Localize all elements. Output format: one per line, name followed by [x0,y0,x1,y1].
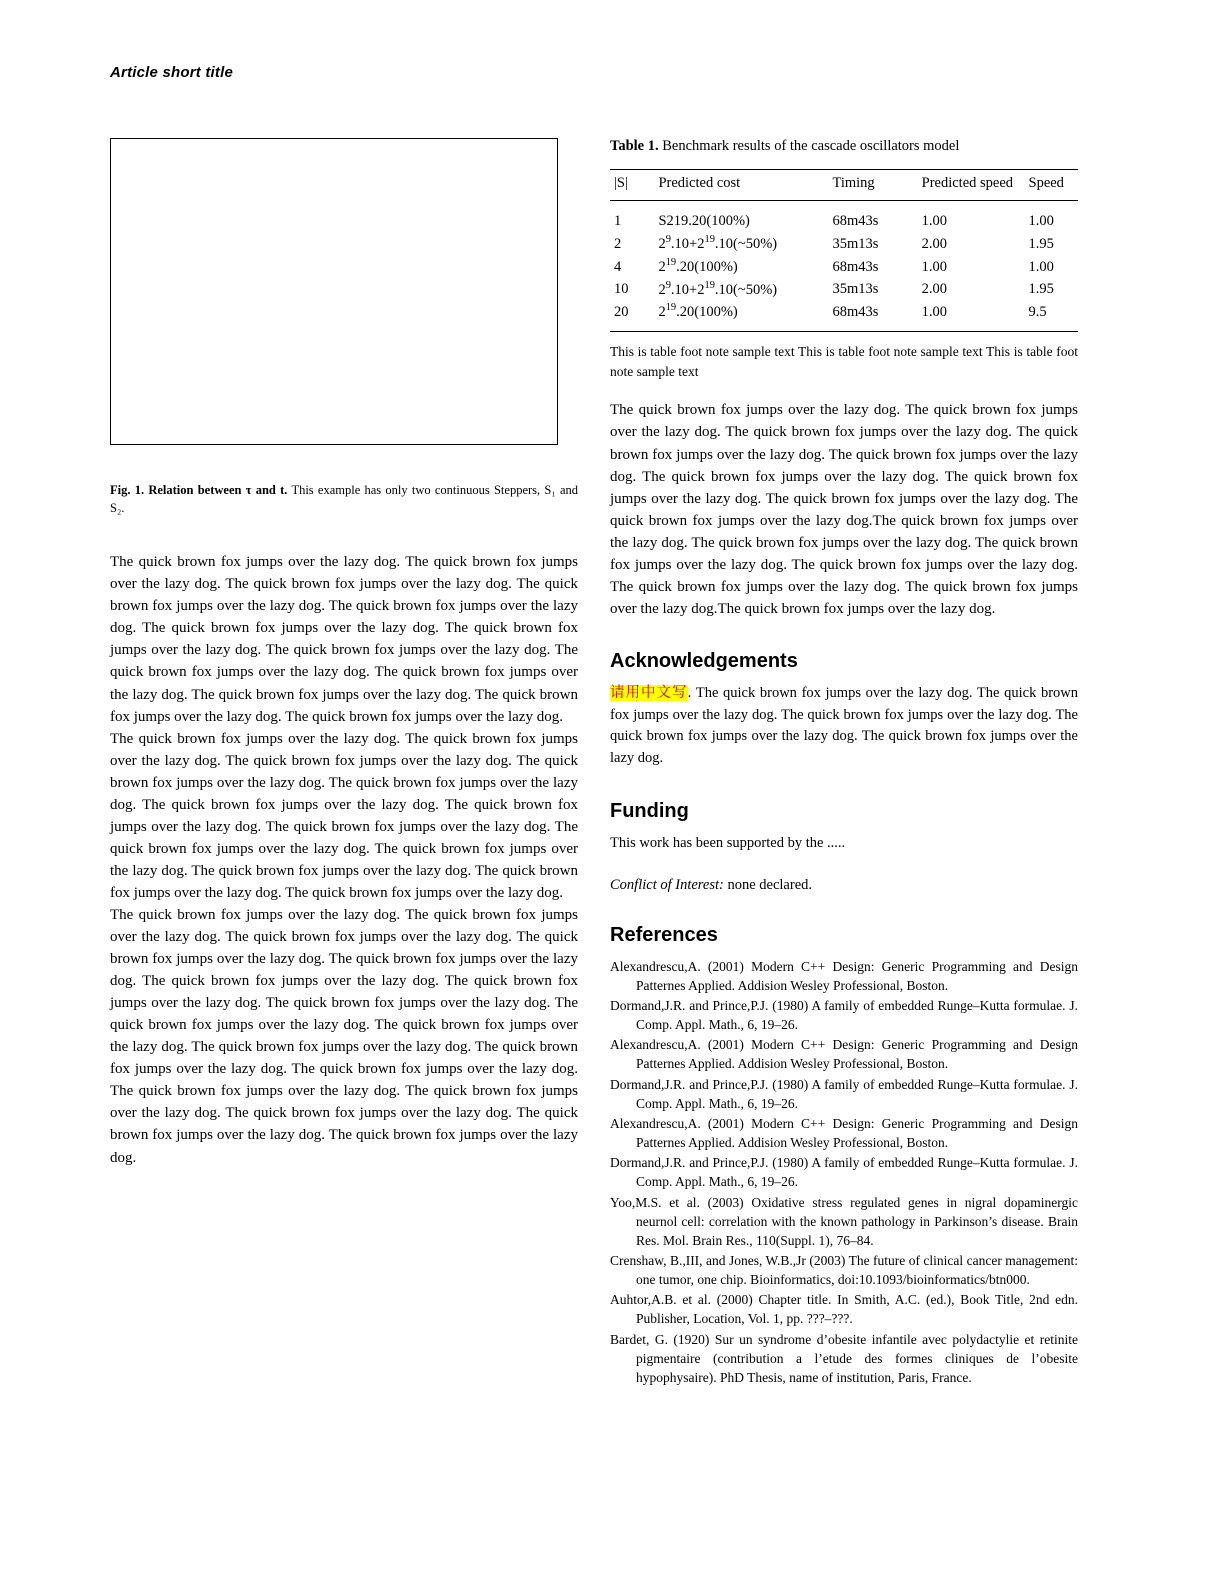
table-row [610,201,1078,233]
cell-speed: 1.95 [1028,281,1054,298]
cell-timing: 68m43s [832,213,879,229]
figure-1-caption-text: This example has only two continuous Steppers, S₁ and S₂. [110,483,578,516]
cell-pspeed: 1.00 [921,258,947,275]
table-row [610,300,1078,331]
acknowledgements-text: . The quick brown fox jumps over the lazy dog. The quick brown fox jumps over the lazy dog. The quick brown fox jumps over the lazy dog. The quick brown fox jumps over the lazy dog. The quick brown fox jumps over the lazy dog. [610,684,1079,767]
reference-item: Dormand,J.R. and Prince,P.J. (1980) A family of embedded Runge–Kutta formulae. J. Comp. Appl. Math., 6, 19–26. [610,997,1078,1033]
running-head: Article short title [110,64,233,81]
col-header-pspeed: Predicted speed [918,170,1025,201]
reference-item: Bardet, G. (1920) Sur un syndrome d’obesite infantile avec polydactylie et retinite pigmentaire (contribution a l’etude des formes cliniques de l’obesite hypophysaire). PhD Thesis, name of institution, Paris, France. [610,1331,1078,1385]
right-body-paragraph: The quick brown fox jumps over the lazy dog. The quick brown fox jumps over the lazy dog. The quick brown fox jumps over the lazy dog. The quick brown fox jumps over the lazy dog. The quick brown fox jumps over the lazy dog. The quick brown fox jumps over the lazy dog. The quick brown fox jumps over the lazy dog. The quick brown fox jumps over the lazy dog. The quick brown fox jumps over the lazy dog.The quick brown fox jumps over the lazy dog. The quick brown fox jumps over the lazy dog. The quick brown fox jumps over the lazy dog. The quick brown fox jumps over the lazy dog. The quick brown fox jumps over the lazy dog. The quick brown fox jumps over the lazy dog.The quick brown fox jumps over the lazy dog. [610,402,1078,617]
cell-speed: 1.95 [1028,235,1054,252]
cell-s: 1 [614,213,622,229]
right-column [610,138,1078,1388]
cell-s: 2 [614,235,622,252]
col-header-s: |S| [610,170,654,201]
funding-heading: Funding [610,799,689,822]
cell-s: 10 [614,281,629,298]
cell-pspeed: 2.00 [921,235,947,252]
reference-item: Auhtor,A.B. et al. (2000) Chapter title. In Smith, A.C. (ed.), Book Title, 2nd edn. Publisher, Location, Vol. 1, pp. ???–???. [610,1292,1078,1327]
figure-1-caption [110,481,578,517]
figure-1-image [110,138,558,445]
table-row [610,278,1078,301]
coi-label: Conflict of Interest: [610,876,724,893]
table-1-wrapper [610,169,1078,332]
table-row [610,255,1078,278]
left-paragraph-3: The quick brown fox jumps over the lazy dog. The quick brown fox jumps over the lazy dog. The quick brown fox jumps over the lazy dog. The quick brown fox jumps over the lazy dog. The quick brown fox jumps over the lazy dog. The quick brown fox jumps over the lazy dog. The quick brown fox jumps over the lazy dog. The quick brown fox jumps over the lazy dog. The quick brown fox jumps over the lazy dog. The quick brown fox jumps over the lazy dog. The quick brown fox jumps over the lazy dog. The quick brown fox jumps over the lazy dog. The quick brown fox jumps over the lazy dog. The quick brown fox jumps over the lazy dog. The quick brown fox jumps over the lazy dog. The quick brown fox jumps over the lazy dog. The quick brown fox jumps over the lazy dog. The quick brown fox jumps over the lazy dog. [110,907,578,1166]
acknowledgements-paragraph [610,683,1078,770]
table-1-footnote: This is table foot note sample text This is table foot note sample text This is table foot note sample text [610,344,1078,379]
cell-pspeed: 1.00 [921,304,947,321]
table-1-caption [610,138,1078,155]
table-1-caption-text: Benchmark results of the cascade oscillators model [658,138,960,154]
cell-s: 4 [614,258,622,275]
reference-item: Dormand,J.R. and Prince,P.J. (1980) A family of embedded Runge–Kutta formulae. J. Comp. Appl. Math., 6, 19–26. [610,1076,1078,1111]
cell-speed: 1.00 [1028,213,1054,229]
benchmark-table-body [610,201,1078,332]
coi-text: none declared. [723,876,813,893]
reference-item: Alexandrescu,A. (2001) Modern C++ Design: Generic Programming and Design Patternes Applied. Addision Wesley Professional, Boston. [610,958,1078,993]
funding-text: This work has been supported by the ..... [610,834,846,851]
acknowledgements-heading: Acknowledgements [610,649,798,672]
table-row [610,232,1078,255]
chinese-highlight-note: 请用中文写 [610,684,688,701]
conflict-of-interest [610,877,1078,894]
cell-timing: 68m43s [832,304,879,321]
benchmark-table [610,169,1078,331]
benchmark-table-head [610,170,1078,201]
left-column [110,138,578,1169]
cell-cost: S219.20(100%) [658,213,750,229]
reference-list [610,957,1078,1387]
cell-timing: 68m43s [832,258,879,275]
cell-pspeed: 1.00 [921,213,947,229]
reference-item: Alexandrescu,A. (2001) Modern C++ Design: Generic Programming and Design Patternes Applied. Addision Wesley Professional, Boston. [610,1115,1078,1151]
col-header-timing: Timing [829,170,918,201]
references-heading: References [610,923,718,946]
cell-timing: 35m13s [832,235,879,252]
cell-timing: 35m13s [832,281,879,298]
table-header-row [610,170,1078,201]
col-header-cost: Predicted cost [654,170,828,201]
reference-item: Crenshaw, B.,III, and Jones, W.B.,Jr (2003) The future of clinical cancer management: one tumor, one chip. Bioinformatics, doi:10.1093/bioinformatics/btn000. [610,1253,1078,1288]
left-paragraph-1: The quick brown fox jumps over the lazy dog. The quick brown fox jumps over the lazy dog. The quick brown fox jumps over the lazy dog. The quick brown fox jumps over the lazy dog. The quick brown fox jumps over the lazy dog. The quick brown fox jumps over the lazy dog. The quick brown fox jumps over the lazy dog. The quick brown fox jumps over the lazy dog. The quick brown fox jumps over the lazy dog. The quick brown fox jumps over the lazy dog. The quick brown fox jumps over the lazy dog. The quick brown fox jumps over the lazy dog. The quick brown fox jumps over the lazy dog. [110,554,578,725]
cell-cost: $2^{19}.20(100\%)$ [658,256,738,275]
cell-speed: 9.5 [1028,304,1047,321]
table-1-caption-label: Table 1. [610,138,659,154]
cell-speed: 1.00 [1028,258,1054,275]
cell-cost: $2^9.10+2^{19}.10(\sim 50\%)$ [658,234,778,252]
figure-1-caption-label: Fig. 1. Relation between τ and t. [110,483,288,497]
left-paragraph-2: The quick brown fox jumps over the lazy dog. The quick brown fox jumps over the lazy dog. The quick brown fox jumps over the lazy dog. The quick brown fox jumps over the lazy dog. The quick brown fox jumps over the lazy dog. The quick brown fox jumps over the lazy dog. The quick brown fox jumps over the lazy dog. The quick brown fox jumps over the lazy dog. The quick brown fox jumps over the lazy dog. The quick brown fox jumps over the lazy dog. The quick brown fox jumps over the lazy dog. The quick brown fox jumps over the lazy dog. The quick brown fox jumps over the lazy dog. [110,730,578,901]
reference-item: Alexandrescu,A. (2001) Modern C++ Design: Generic Programming and Design Patternes Applied. Addision Wesley Professional, Boston. [610,1037,1078,1072]
cell-cost: $2^{19}.20(100\%)$ [658,302,738,321]
reference-item: Dormand,J.R. and Prince,P.J. (1980) A family of embedded Runge–Kutta formulae. J. Comp. Appl. Math., 6, 19–26. [610,1155,1078,1190]
cell-s: 20 [614,304,629,321]
cell-cost: $2^9.10+2^{19}.10(\sim 50\%)$ [658,279,778,298]
cell-pspeed: 2.00 [921,281,947,298]
reference-item: Yoo,M.S. et al. (2003) Oxidative stress regulated genes in nigral dopaminergic neurnol cell: correlation with the known pathology in Parkinson’s disease. Brain Res. Mol. Brain Res., 110(Suppl. 1), 76–84. [610,1194,1078,1248]
col-header-speed: Speed [1025,170,1079,201]
